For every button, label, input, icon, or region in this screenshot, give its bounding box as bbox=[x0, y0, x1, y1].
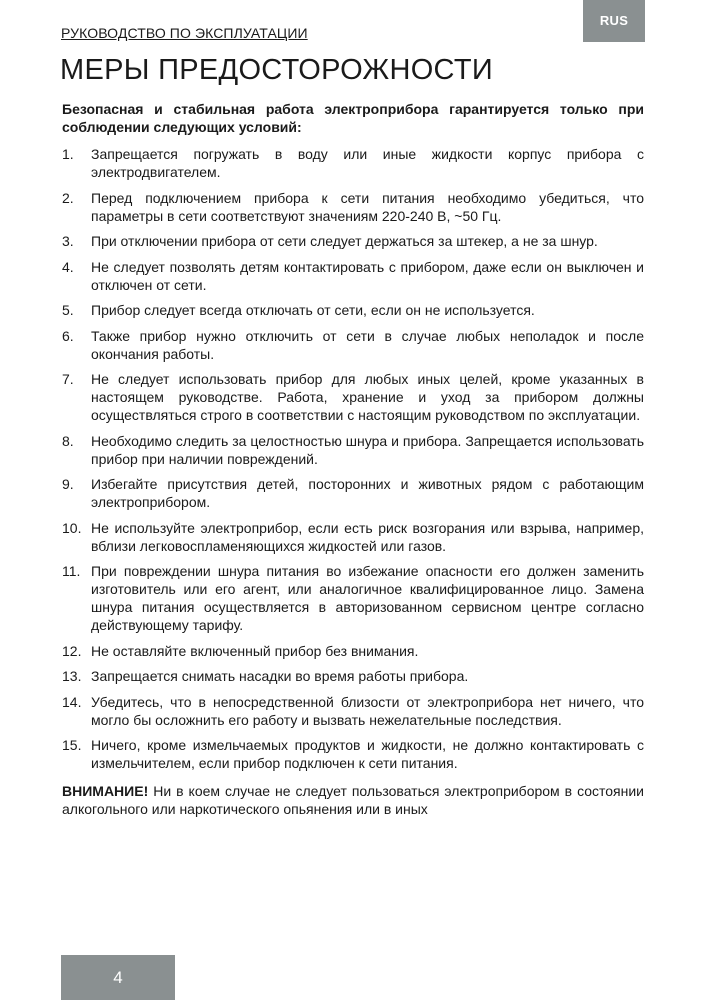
item-text: Также прибор нужно отключить от сети в случае любых неполадок и после окончания работы. bbox=[91, 327, 644, 362]
list-item bbox=[62, 327, 644, 363]
list-item bbox=[62, 693, 644, 729]
item-number: 1. bbox=[62, 146, 74, 162]
item-number: 2. bbox=[62, 189, 74, 206]
language-tab: RUS bbox=[583, 0, 645, 42]
manual-content bbox=[62, 100, 644, 818]
item-number: 7. bbox=[62, 371, 74, 387]
item-text: Запрещается снимать насадки во время работы прибора. bbox=[91, 668, 469, 684]
list-item bbox=[62, 736, 644, 772]
warning-paragraph bbox=[62, 782, 644, 818]
item-number: 13. bbox=[62, 668, 82, 684]
item-text: Необходимо следить за целостностью шнура и прибора. Запрещается использовать прибор при наличии повреждений. bbox=[91, 432, 644, 467]
item-number: 15. bbox=[62, 737, 82, 753]
list-item bbox=[62, 232, 644, 250]
item-text: Запрещается погружать в воду или иные жидкости корпус прибора с электродвигателем. bbox=[91, 146, 644, 180]
item-text: При отключении прибора от сети следует держаться за штекер, а не за шнур. bbox=[91, 233, 598, 249]
list-item bbox=[62, 145, 644, 181]
warning-label: ВНИМАНИЕ! bbox=[62, 783, 149, 799]
list-item bbox=[62, 189, 644, 225]
item-number: 3. bbox=[62, 233, 74, 249]
item-text: Ничего, кроме измельчаемых продуктов и жидкости, не должно контактировать с измельчителем, если прибор подключен к сети питания. bbox=[91, 737, 644, 771]
page-title: МЕРЫ ПРЕДОСТОРОЖНОСТИ bbox=[60, 54, 493, 86]
list-item bbox=[62, 562, 644, 634]
item-text: Не оставляйте включенный прибор без внимания. bbox=[91, 642, 419, 659]
list-item bbox=[62, 475, 644, 511]
item-number: 12. bbox=[62, 642, 82, 659]
running-head: РУКОВОДСТВО ПО ЭКСПЛУАТАЦИИ bbox=[61, 25, 308, 41]
item-text: Прибор следует всегда отключать от сети, если он не используется. bbox=[91, 302, 535, 318]
item-number: 14. bbox=[62, 693, 82, 710]
intro-paragraph: Безопасная и стабильная работа электроприбора гарантируется только при соблюдении следующих условий: bbox=[62, 101, 644, 135]
list-item bbox=[62, 432, 644, 468]
list-item bbox=[62, 370, 644, 424]
item-text: При повреждении шнура питания во избежание опасности его должен заменить изготовитель или его агент, или аналогичное квалифицированное лицо. Замена шнура питания осуществляется в авторизованном сервисном центре согласно действующему тарифу. bbox=[91, 563, 644, 633]
list-item bbox=[62, 519, 644, 555]
list-item bbox=[62, 667, 644, 685]
item-number: 8. bbox=[62, 432, 74, 449]
list-item bbox=[62, 301, 644, 319]
page-number: 4 bbox=[61, 955, 175, 1000]
safety-rules-list bbox=[62, 145, 644, 772]
item-number: 9. bbox=[62, 476, 74, 492]
item-number: 10. bbox=[62, 519, 82, 536]
item-text: Убедитесь, что в непосредственной близости от электроприбора нет ничего, что могло бы осложнить его работу и вызвать нежелательные последствия. bbox=[91, 693, 644, 728]
item-number: 6. bbox=[62, 327, 74, 344]
item-number: 4. bbox=[62, 258, 74, 275]
item-number: 11. bbox=[62, 563, 81, 579]
item-text: Избегайте присутствия детей, посторонних и животных рядом с работающим электроприбором. bbox=[91, 476, 644, 510]
list-item bbox=[62, 642, 644, 660]
list-item bbox=[62, 258, 644, 294]
item-text: Не следует использовать прибор для любых иных целей, кроме указанных в настоящем руководстве. Работа, хранение и уход за прибором должны осуществляться строго в соответствии с настоящим руководством по эксплуатации. bbox=[91, 371, 644, 423]
item-text: Не используйте электроприбор, если есть риск возгорания или взрыва, например, вблизи легковоспламеняющихся жидкостей или газов. bbox=[91, 519, 644, 554]
item-text: Не следует позволять детям контактировать с прибором, даже если он выключен и отключен от сети. bbox=[91, 258, 644, 293]
item-text: Перед подключением прибора к сети питания необходимо убедиться, что параметры в сети соответствуют значениям 220-240 В, ~50 Гц. bbox=[91, 189, 644, 224]
warning-text: Ни в коем случае не следует пользоваться электроприбором в состоянии алкогольного или наркотического опьянения или в иных bbox=[62, 783, 645, 817]
item-number: 5. bbox=[62, 302, 74, 318]
